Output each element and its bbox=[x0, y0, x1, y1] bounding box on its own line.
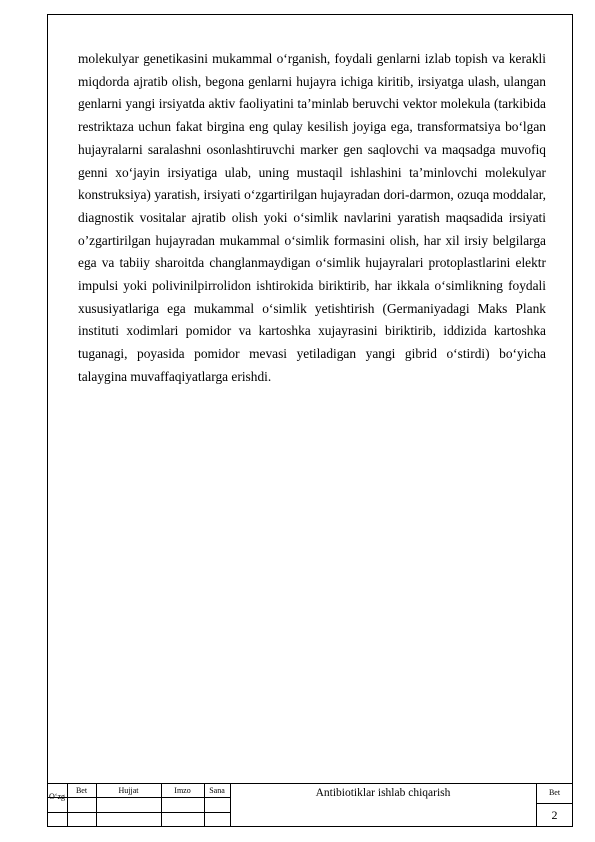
label-bet-right: Bet bbox=[548, 788, 561, 797]
body-paragraph: molekulyar genetikasini mukammal o‘rganish, foydali genlarni izlab topish va kerakli miqdorda ajratib olish, begona genlarni hujayra ichiga kiritib, irsiyatga ulash, ulangan genlarni yangi irsiyatda aktiv faoliyatini ta’minlab beruvchi vektor molekula (tarkibida restriktaza uchun fakat birgina eng qulay kesilish joyiga ega, transformatsiya bo‘lgan hujayralarni saralashni osonlashtiruvchi marker gen saqlovchi va maqsadga muvofiq genni xo‘jayin irsiyatiga ulab, uning mustaqil ishlashini ta’minlovchi molekulyar konstruksiya) yaratish, irsiyati o‘zgartirilgan hujayradan dori-darmon, ozuqa moddalar, diagnostik vositalar ajratib olish yoki o‘simlik navlarini yaratish maqsadida irsiyati o’zgartirilgan hujayradan mukammal o‘simlik formasini olish, har xil irsiy belgilarga ega va tabiiy sharoitda changlanmaydigan o‘simlik hujayralari protoplastlarini elektr impulsi yoki polivinilpirrolidon ishtirokida biriktirib, har ikkala o‘simlikning foydali xususiyatlariga ega mukammal o‘simlik yetishtirish (Germaniyadagi Maks Plank instituti xodimlari pomidor va kartoshka xujayrasini biriktirib, iddizida kartoshka tuganagi, poyasida pomidor mevasi yetiladigan yangi gibrid o‘stirdi) bo‘yicha talaygina muvaffaqiyatlarga erishdi. bbox=[78, 51, 546, 384]
label-sana: Sana bbox=[209, 786, 225, 795]
label-hujjat: Hujjat bbox=[118, 786, 139, 795]
label-imzo: Imzo bbox=[174, 786, 191, 795]
body-text bbox=[78, 48, 546, 389]
label-ozg: O‘zg bbox=[49, 792, 65, 801]
page-number: 2 bbox=[551, 808, 558, 822]
title-block-row-line bbox=[47, 812, 230, 813]
label-bet: Bet bbox=[75, 786, 88, 795]
title-block-row-line bbox=[47, 797, 230, 798]
document-title: Antibiotiklar ishlab chiqarish bbox=[315, 787, 451, 799]
title-block bbox=[47, 783, 573, 827]
